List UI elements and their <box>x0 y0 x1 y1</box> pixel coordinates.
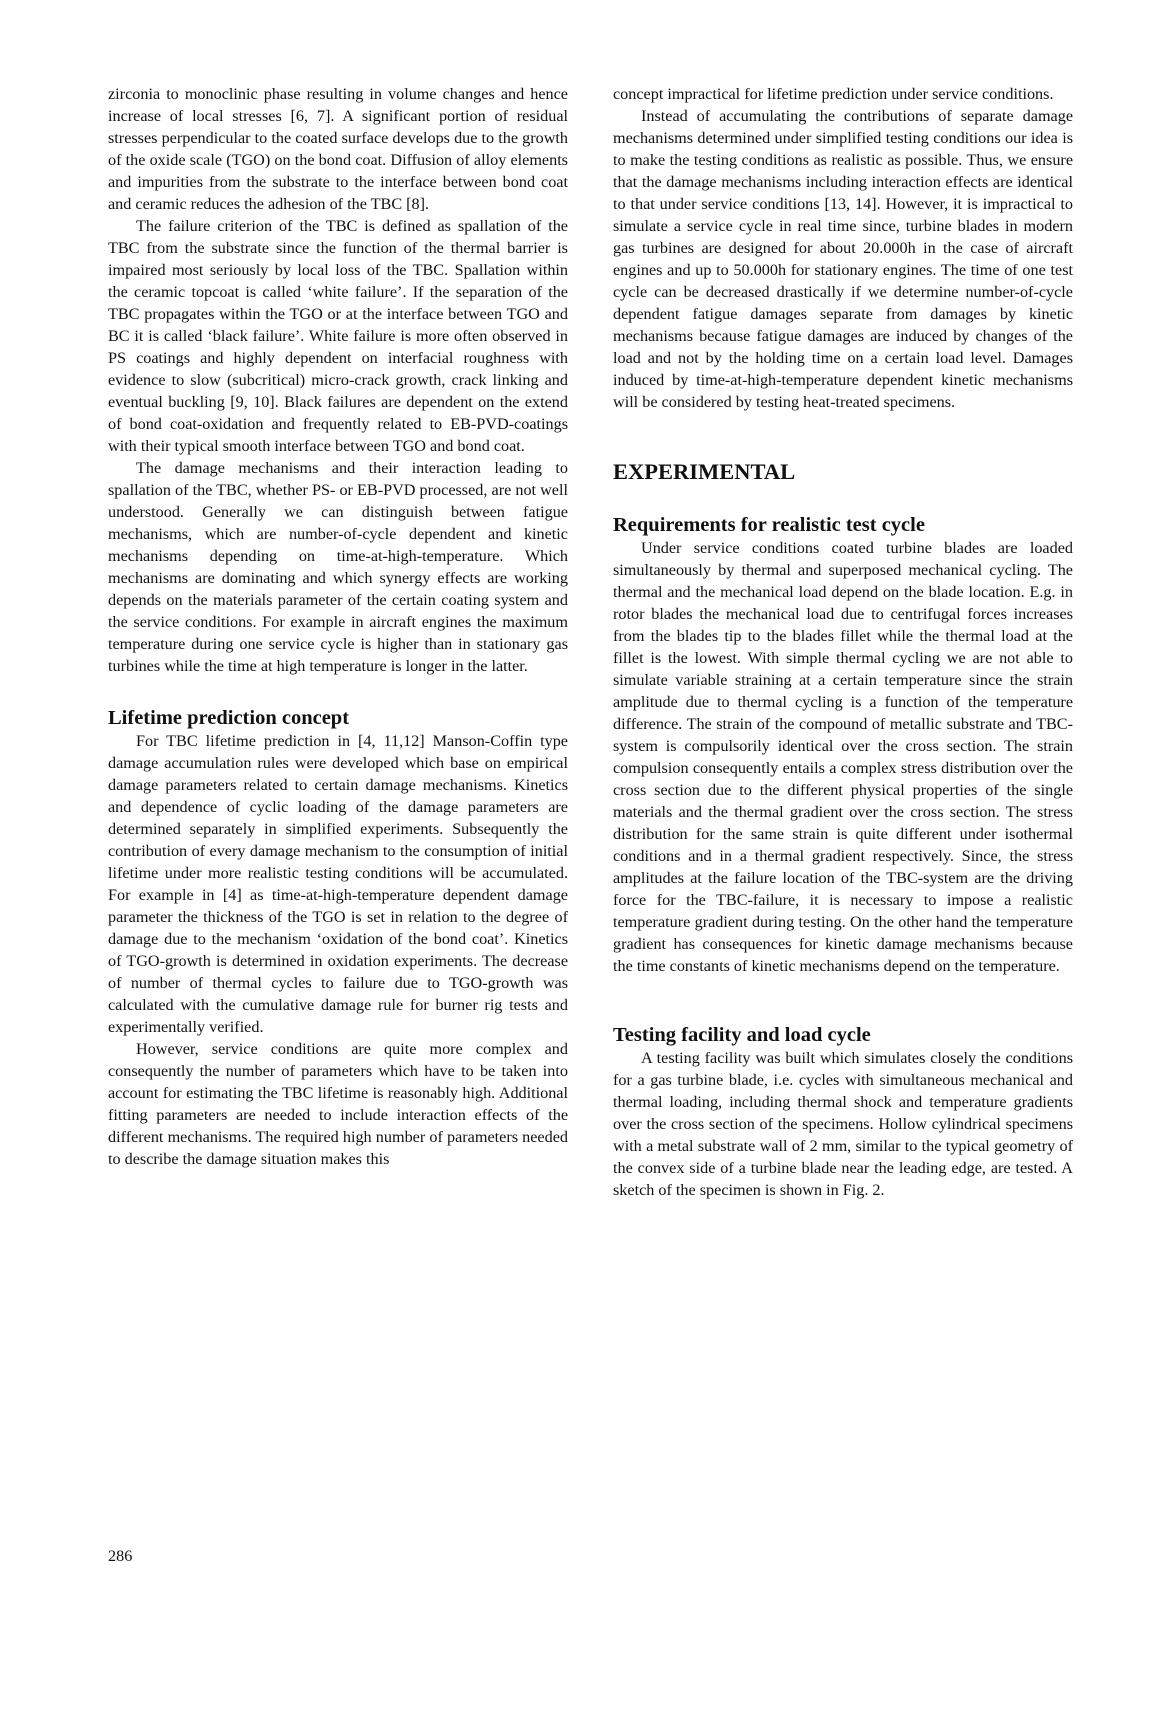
right-paragraph-3: Under service conditions coated turbine blades are loaded simultaneously by thermal and superposed mechanical cycling. The thermal and the mechanical load depend on the blade location. E.g. in rotor blades the mechanical load due to centrifugal forces increases from the blades tip to the blades fillet while the thermal load at the fillet is the lowest. With simple thermal cycling we are not able to simulate variable straining at a certain temperature since the strain amplitude due to thermal cycling is a function of the temperature difference. The strain of the compound of metallic substrate and TBC-system is compulsorily identical over the cross section. The strain compulsion consequently entails a complex stress distribution over the cross section due to the different physical properties of the single materials and the thermal gradient over the cross section. The stress distribution for the same strain is quite different under isothermal conditions and in a thermal gradient respectively. Since, the stress amplitudes at the failure location of the TBC-system are the driving force for the TBC-failure, it is necessary to impose a realistic temperature gradient during testing. On the other hand the temperature gradient has consequences for kinetic damage mechanisms because the time constants of kinetic mechanisms depend on the temperature. <box>613 539 1073 975</box>
left-paragraph-3: The damage mechanisms and their interaction leading to spallation of the TBC, whether PS- or EB-PVD processed, are not well understood. Generally we can distinguish between fatigue mechanisms, which are number-of-cycle dependent and kinetic mechanisms depending on time-at-high-temperature. Which mechanisms are dominating and which synergy effects are working depends on the materials parameter of the certain coating system and the service conditions. For example in aircraft engines the maximum temperature during one service cycle is higher than in stationary gas turbines while the time at high temperature is longer in the latter. <box>108 459 568 675</box>
left-column <box>108 83 568 1170</box>
right-paragraph-4: A testing facility was built which simulates closely the conditions for a gas turbine blade, i.e. cycles with simultaneous mechanical and thermal loading, including thermal shock and temperature gradients over the cross section of the specimens. Hollow cylindrical specimens with a metal substrate wall of 2 mm, similar to the typical geometry of the convex side of a turbine blade near the leading edge, are tested. A sketch of the specimen is shown in Fig. 2. <box>613 1049 1073 1199</box>
left-paragraph-1: zirconia to monoclinic phase resulting in volume changes and hence increase of local stresses [6, 7]. A significant portion of residual stresses perpendicular to the coated surface develops due to the growth of the oxide scale (TGO) on the bond coat. Diffusion of alloy elements and impurities from the substrate to the interface between bond coat and ceramic reduces the adhesion of the TBC [8]. <box>108 85 568 213</box>
heading-testing-facility: Testing facility and load cycle <box>613 1024 871 1046</box>
left-paragraph-2: The failure criterion of the TBC is defined as spallation of the TBC from the substrate since the function of the thermal barrier is impaired most seriously by local loss of the TBC. Spallation within the ceramic topcoat is called ‘white failure’. If the separation of the TBC propagates within the TGO or at the interface between TGO and BC it is called ‘black failure’. White failure is more often observed in PS coatings and highly dependent on interfacial roughness with evidence to slow (subcritical) micro-crack growth, crack linking and eventual buckling [9, 10]. Black failures are dependent on the extend of bond coat-oxidation and frequently related to EB-PVD-coatings with their typical smooth interface between TGO and bond coat. <box>108 217 568 455</box>
heading-experimental: EXPERIMENTAL <box>613 459 796 484</box>
right-column <box>613 83 1073 1201</box>
left-paragraph-5: However, service conditions are quite more complex and consequently the number of parameters which have to be taken into account for estimating the TBC lifetime is reasonably high. Additional fitting parameters are needed to include interaction effects of the different mechanisms. The required high number of parameters needed to describe the damage situation makes this <box>108 1040 568 1168</box>
right-paragraph-1: concept impractical for lifetime prediction under service conditions. <box>613 85 1054 103</box>
right-paragraph-2: Instead of accumulating the contributions of separate damage mechanisms determined under simplified testing conditions our idea is to make the testing conditions as realistic as possible. Thus, we ensure that the damage mechanisms including interaction effects are identical to that under service conditions [13, 14]. However, it is impractical to simulate a service cycle in real time since, turbine blades in modern gas turbines are designed for about 20.000h in the case of aircraft engines and up to 50.000h for stationary engines. The time of one test cycle can be decreased drastically if we determine number-of-cycle dependent fatigue damages separate from damages by kinetic mechanisms because fatigue damages are induced by changes of the load and not by the holding time on a certain load level. Damages induced by time-at-high-temperature dependent kinetic mechanisms will be considered by testing heat-treated specimens. <box>613 107 1073 411</box>
page-number: 286 <box>108 1547 133 1565</box>
heading-requirements: Requirements for realistic test cycle <box>613 514 925 536</box>
left-paragraph-4: For TBC lifetime prediction in [4, 11,12] Manson-Coffin type damage accumulation rules were developed which base on empirical damage parameters related to certain damage mechanisms. Kinetics and dependence of cyclic loading of the damage parameters are determined separately in simplified experiments. Subsequently the contribution of every damage mechanism to the consumption of initial lifetime under more realistic testing conditions will be accumulated. For example in [4] as time-at-high-temperature dependent damage parameter the thickness of the TGO is set in relation to the degree of damage due to the mechanism ‘oxidation of the bond coat’. Kinetics of TGO-growth is determined in oxidation experiments. The decrease of number of thermal cycles to failure due to TGO-growth was calculated with the cumulative damage rule for burner rig tests and experimentally verified. <box>108 732 568 1036</box>
heading-lifetime-prediction: Lifetime prediction concept <box>108 707 350 729</box>
